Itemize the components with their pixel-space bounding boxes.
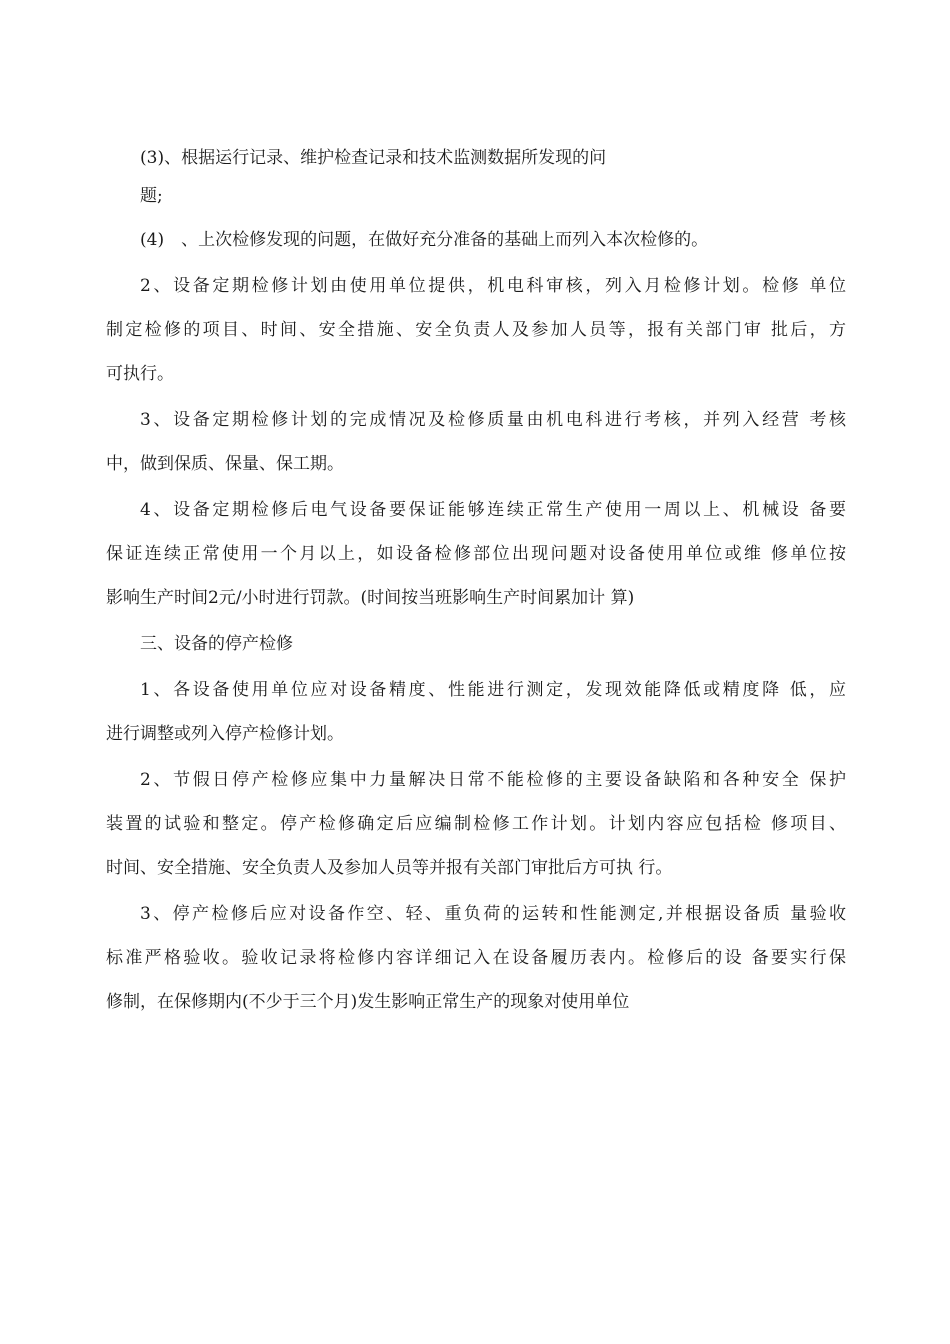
- text-line: 制定检修的项目、时间、安全措施、安全负责人及参加人员等，报有关部门审 批后，方: [106, 320, 846, 340]
- text-line: 2、设备定期检修计划由使用单位提供，机电科审核，列入月检修计划。检修 单位: [140, 276, 846, 296]
- text-line: 可执行。: [106, 364, 174, 384]
- text-line: 4、设备定期检修后电气设备要保证能够连续正常生产使用一周以上、机械设 备要: [140, 500, 846, 520]
- text-line: 3、设备定期检修计划的完成情况及检修质量由机电科进行考核，并列入经营 考核: [140, 410, 846, 430]
- text-line: (3)、根据运行记录、维护检查记录和技术监测数据所发现的问: [140, 148, 607, 168]
- text-line: 保证连续正常使用一个月以上，如设备检修部位出现问题对设备使用单位或维 修单位按: [106, 544, 846, 564]
- text-line: 时间、安全措施、安全负责人及参加人员等并报有关部门审批后方可执 行。: [106, 858, 673, 878]
- text-line: 影响生产时间2元/小时进行罚款。(时间按当班影响生产时间累加计 算): [106, 588, 635, 608]
- text-line: 1、各设备使用单位应对设备精度、性能进行测定，发现效能降低或精度降 低，应: [140, 680, 846, 700]
- text-line: 装置的试验和整定。停产检修确定后应编制检修工作计划。计划内容应包括检 修项目、: [106, 814, 846, 834]
- text-line: 3、停产检修后应对设备作空、轻、重负荷的运转和性能测定,并根据设备质 量验收: [140, 904, 846, 924]
- text-line: 修制，在保修期内(不少于三个月)发生影响正常生产的现象对使用单位: [106, 992, 630, 1012]
- section-heading: 三、设备的停产检修: [140, 634, 293, 654]
- text-line: 题;: [140, 186, 163, 206]
- text-line: 中，做到保质、保量、保工期。: [106, 454, 344, 474]
- text-line: 2、节假日停产检修应集中力量解决日常不能检修的主要设备缺陷和各种安全 保护: [140, 770, 846, 790]
- text-line: 标准严格验收。验收记录将检修内容详细记入在设备履历表内。检修后的设 备要实行保: [106, 948, 846, 968]
- text-line: (4) 、上次检修发现的问题，在做好充分准备的基础上而列入本次检修的。: [140, 230, 709, 250]
- text-line: 进行调整或列入停产检修计划。: [106, 724, 344, 744]
